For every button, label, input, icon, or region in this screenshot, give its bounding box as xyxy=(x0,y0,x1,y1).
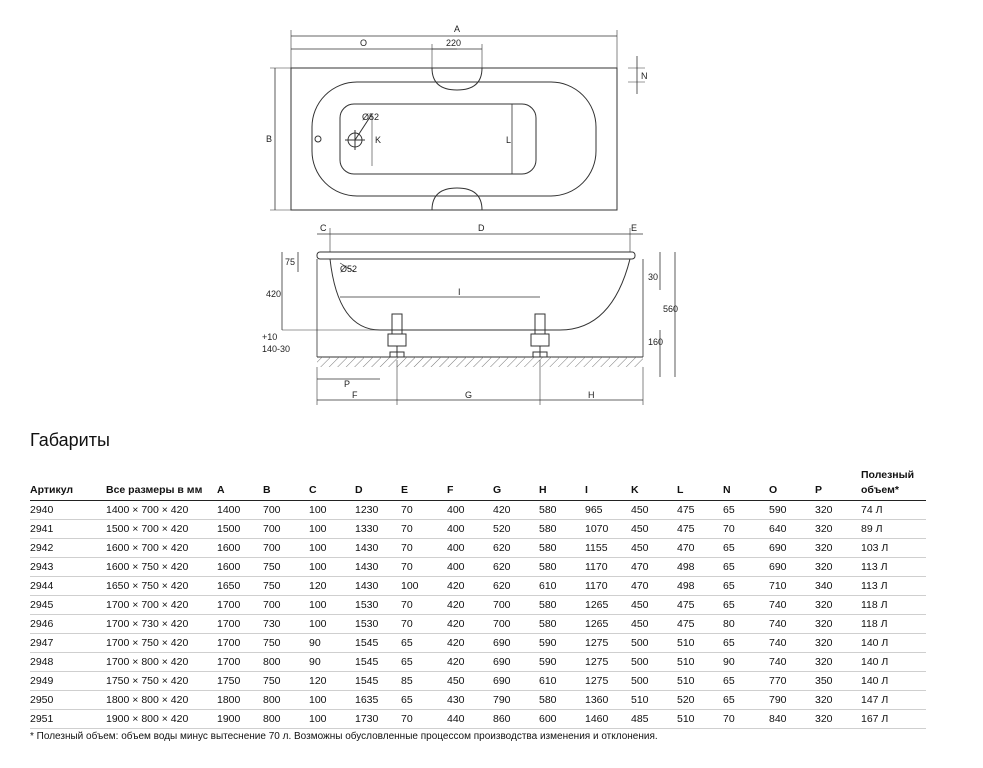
table-cell: 590 xyxy=(539,653,585,672)
floor-hatch xyxy=(317,357,643,367)
label-phi52-top: Ø52 xyxy=(362,112,380,122)
table-cell: 500 xyxy=(631,634,677,653)
table-cell: 100 xyxy=(401,577,447,596)
table-cell: 580 xyxy=(539,615,585,634)
table-cell: 740 xyxy=(769,634,815,653)
label-plus10: +10 xyxy=(262,332,278,342)
table-cell: 475 xyxy=(677,501,723,520)
table-cell: 100 xyxy=(309,520,355,539)
foot-left xyxy=(388,314,406,357)
table-cell: 700 xyxy=(493,615,539,634)
table-cell: 730 xyxy=(263,615,309,634)
column-header: I xyxy=(585,468,631,501)
table-cell: 420 xyxy=(447,653,493,672)
label-K: K xyxy=(375,135,382,145)
overflow-hole xyxy=(315,136,321,142)
table-cell: 2944 xyxy=(30,577,106,596)
table-cell: 2948 xyxy=(30,653,106,672)
table-cell: 1275 xyxy=(585,634,631,653)
label-L: L xyxy=(506,135,512,145)
table-cell: 1635 xyxy=(355,691,401,710)
table-row xyxy=(30,634,926,653)
table-cell: 100 xyxy=(309,691,355,710)
label-D: D xyxy=(478,223,485,233)
table-cell: 700 xyxy=(263,501,309,520)
table-cell: 1330 xyxy=(355,520,401,539)
table-cell: 450 xyxy=(631,501,677,520)
table-cell: 580 xyxy=(539,691,585,710)
label-E: E xyxy=(631,223,638,233)
table-cell: 510 xyxy=(631,691,677,710)
table-cell: 1170 xyxy=(585,577,631,596)
table-cell: 740 xyxy=(769,596,815,615)
column-header: O xyxy=(769,468,815,501)
column-header: Полезный объем* xyxy=(861,468,926,501)
table-cell: 140 Л xyxy=(861,672,926,691)
label-H: H xyxy=(588,390,595,400)
footnote: * Полезный объем: объем воды минус вытеснение 70 л. Возможны обусловленные процессом производства изменения и отклонения. xyxy=(30,731,658,742)
label-560: 560 xyxy=(663,304,679,314)
table-cell: 320 xyxy=(815,539,861,558)
label-420: 420 xyxy=(266,289,282,299)
table-cell: 420 xyxy=(447,615,493,634)
column-header: A xyxy=(217,468,263,501)
table-cell: 1460 xyxy=(585,710,631,729)
table-cell: 400 xyxy=(447,558,493,577)
table-cell: 1700 × 730 × 420 xyxy=(106,615,217,634)
column-header: D xyxy=(355,468,401,501)
table-row xyxy=(30,577,926,596)
table-cell: 420 xyxy=(447,596,493,615)
column-header: G xyxy=(493,468,539,501)
table-cell: 100 xyxy=(309,615,355,634)
table-cell: 690 xyxy=(493,672,539,691)
column-header: H xyxy=(539,468,585,501)
table-cell: 450 xyxy=(447,672,493,691)
table-cell: 470 xyxy=(631,577,677,596)
top-view xyxy=(270,30,645,210)
table-cell: 420 xyxy=(493,501,539,520)
table-cell: 580 xyxy=(539,558,585,577)
table-cell: 320 xyxy=(815,615,861,634)
table-cell: 320 xyxy=(815,558,861,577)
table-cell: 147 Л xyxy=(861,691,926,710)
table-cell: 475 xyxy=(677,596,723,615)
table-cell: 340 xyxy=(815,577,861,596)
table-cell: 485 xyxy=(631,710,677,729)
table-cell: 1700 xyxy=(217,634,263,653)
table-cell: 2949 xyxy=(30,672,106,691)
table-cell: 2941 xyxy=(30,520,106,539)
table-cell: 840 xyxy=(769,710,815,729)
column-header: Все размеры в мм xyxy=(106,468,217,501)
column-header: B xyxy=(263,468,309,501)
table-cell: 1230 xyxy=(355,501,401,520)
table-cell: 2942 xyxy=(30,539,106,558)
table-cell: 113 Л xyxy=(861,577,926,596)
table-cell: 1360 xyxy=(585,691,631,710)
table-cell: 450 xyxy=(631,596,677,615)
table-header-row xyxy=(30,468,926,501)
table-cell: 320 xyxy=(815,520,861,539)
table-cell: 100 xyxy=(309,596,355,615)
table-cell: 580 xyxy=(539,596,585,615)
side-view xyxy=(282,228,675,405)
table-cell: 70 xyxy=(401,710,447,729)
table-cell: 420 xyxy=(447,577,493,596)
table-cell: 85 xyxy=(401,672,447,691)
table-cell: 690 xyxy=(769,558,815,577)
table-cell: 710 xyxy=(769,577,815,596)
table-cell: 140 Л xyxy=(861,653,926,672)
table-cell: 65 xyxy=(723,539,769,558)
table-cell: 450 xyxy=(631,539,677,558)
table-row xyxy=(30,501,926,520)
table-cell: 1650 xyxy=(217,577,263,596)
label-A: A xyxy=(454,24,461,34)
table-cell: 167 Л xyxy=(861,710,926,729)
table-cell: 2945 xyxy=(30,596,106,615)
table-row xyxy=(30,520,926,539)
table-cell: 690 xyxy=(493,653,539,672)
table-cell: 430 xyxy=(447,691,493,710)
table-cell: 1700 × 700 × 420 xyxy=(106,596,217,615)
table-cell: 510 xyxy=(677,634,723,653)
table-row xyxy=(30,596,926,615)
label-G: G xyxy=(465,390,473,400)
table-cell: 1900 xyxy=(217,710,263,729)
table-cell: 103 Л xyxy=(861,539,926,558)
table-cell: 65 xyxy=(723,634,769,653)
table-cell: 70 xyxy=(401,615,447,634)
table-cell: 690 xyxy=(769,539,815,558)
table-cell: 600 xyxy=(539,710,585,729)
table-cell: 520 xyxy=(493,520,539,539)
label-N: N xyxy=(641,71,648,81)
handle-top xyxy=(432,68,482,90)
table-cell: 1600 × 700 × 420 xyxy=(106,539,217,558)
table-cell: 750 xyxy=(263,672,309,691)
table-cell: 90 xyxy=(309,653,355,672)
table-cell: 118 Л xyxy=(861,596,926,615)
table-cell: 1600 × 750 × 420 xyxy=(106,558,217,577)
label-O: O xyxy=(360,38,368,48)
table-cell: 1500 xyxy=(217,520,263,539)
table-cell: 700 xyxy=(263,596,309,615)
table-cell: 500 xyxy=(631,672,677,691)
table-cell: 440 xyxy=(447,710,493,729)
table-cell: 65 xyxy=(723,577,769,596)
table-cell: 320 xyxy=(815,634,861,653)
table-cell: 790 xyxy=(769,691,815,710)
table-cell: 1275 xyxy=(585,672,631,691)
table-cell: 1275 xyxy=(585,653,631,672)
table-cell: 65 xyxy=(723,596,769,615)
table-cell: 65 xyxy=(401,691,447,710)
table-cell: 320 xyxy=(815,653,861,672)
table-cell: 400 xyxy=(447,520,493,539)
table-cell: 1700 xyxy=(217,615,263,634)
table-cell: 640 xyxy=(769,520,815,539)
column-header: N xyxy=(723,468,769,501)
table-row xyxy=(30,558,926,577)
table-cell: 1155 xyxy=(585,539,631,558)
table-cell: 1400 × 700 × 420 xyxy=(106,501,217,520)
table-cell: 118 Л xyxy=(861,615,926,634)
table-cell: 65 xyxy=(723,691,769,710)
table-cell: 90 xyxy=(723,653,769,672)
table-cell: 100 xyxy=(309,710,355,729)
table-row xyxy=(30,615,926,634)
table-cell: 750 xyxy=(263,634,309,653)
table-cell: 100 xyxy=(309,501,355,520)
table-cell: 770 xyxy=(769,672,815,691)
table-cell: 800 xyxy=(263,653,309,672)
table-cell: 1800 xyxy=(217,691,263,710)
label-140-30: 140-30 xyxy=(262,344,291,354)
table-cell: 800 xyxy=(263,710,309,729)
table-cell: 320 xyxy=(815,501,861,520)
table-cell: 500 xyxy=(631,653,677,672)
table-cell: 2940 xyxy=(30,501,106,520)
table-cell: 320 xyxy=(815,710,861,729)
table-cell: 510 xyxy=(677,672,723,691)
table-cell: 620 xyxy=(493,558,539,577)
table-cell: 70 xyxy=(723,710,769,729)
table-cell: 580 xyxy=(539,501,585,520)
table-cell: 450 xyxy=(631,615,677,634)
table-cell: 610 xyxy=(539,672,585,691)
table-cell: 620 xyxy=(493,577,539,596)
label-30: 30 xyxy=(648,272,659,282)
table-cell: 450 xyxy=(631,520,677,539)
table-cell: 2946 xyxy=(30,615,106,634)
label-P: P xyxy=(344,379,351,389)
tub-body-profile xyxy=(330,259,630,330)
column-header: P xyxy=(815,468,861,501)
table-cell: 475 xyxy=(677,520,723,539)
table-cell: 70 xyxy=(401,501,447,520)
table-cell: 1650 × 750 × 420 xyxy=(106,577,217,596)
table-row xyxy=(30,672,926,691)
label-I: I xyxy=(458,287,461,297)
table-cell: 90 xyxy=(309,634,355,653)
table-cell: 70 xyxy=(723,520,769,539)
table-cell: 1545 xyxy=(355,672,401,691)
table-cell: 1800 × 800 × 420 xyxy=(106,691,217,710)
table-cell: 2943 xyxy=(30,558,106,577)
label-160: 160 xyxy=(648,337,664,347)
dimensions-table xyxy=(30,468,926,729)
table-cell: 1700 xyxy=(217,596,263,615)
column-header: Артикул xyxy=(30,468,106,501)
table-cell: 320 xyxy=(815,596,861,615)
table-cell: 113 Л xyxy=(861,558,926,577)
label-B: B xyxy=(266,134,273,144)
top-view-labels xyxy=(266,24,648,145)
table-cell: 1500 × 700 × 420 xyxy=(106,520,217,539)
table-cell: 740 xyxy=(769,653,815,672)
label-C: C xyxy=(320,223,327,233)
table-cell: 1545 xyxy=(355,634,401,653)
table-cell: 620 xyxy=(493,539,539,558)
table-cell: 690 xyxy=(493,634,539,653)
table-cell: 800 xyxy=(263,691,309,710)
table-cell: 140 Л xyxy=(861,634,926,653)
table-cell: 1700 × 800 × 420 xyxy=(106,653,217,672)
table-cell: 610 xyxy=(539,577,585,596)
table-cell: 580 xyxy=(539,520,585,539)
table-cell: 65 xyxy=(401,653,447,672)
table-cell: 510 xyxy=(677,710,723,729)
table-cell: 498 xyxy=(677,558,723,577)
table-cell: 1900 × 800 × 420 xyxy=(106,710,217,729)
table-cell: 510 xyxy=(677,653,723,672)
table-cell: 120 xyxy=(309,672,355,691)
table-cell: 750 xyxy=(263,577,309,596)
table-cell: 965 xyxy=(585,501,631,520)
table-cell: 1265 xyxy=(585,615,631,634)
foot-right xyxy=(531,314,549,357)
table-cell: 860 xyxy=(493,710,539,729)
table-cell: 700 xyxy=(263,520,309,539)
table-cell: 80 xyxy=(723,615,769,634)
section-title: Габариты xyxy=(30,430,110,450)
column-header: K xyxy=(631,468,677,501)
table-cell: 580 xyxy=(539,539,585,558)
table-cell: 520 xyxy=(677,691,723,710)
table-cell: 1545 xyxy=(355,653,401,672)
table-cell: 1750 xyxy=(217,672,263,691)
handle-bottom xyxy=(432,188,482,210)
column-header: E xyxy=(401,468,447,501)
table-cell: 400 xyxy=(447,501,493,520)
column-header: F xyxy=(447,468,493,501)
table-cell: 70 xyxy=(401,520,447,539)
table-cell: 65 xyxy=(723,672,769,691)
table-cell: 1070 xyxy=(585,520,631,539)
table-cell: 1530 xyxy=(355,596,401,615)
table-cell: 590 xyxy=(769,501,815,520)
table-cell: 70 xyxy=(401,539,447,558)
table-cell: 1600 xyxy=(217,558,263,577)
table-cell: 400 xyxy=(447,539,493,558)
table-cell: 74 Л xyxy=(861,501,926,520)
table-row xyxy=(30,710,926,729)
table-row xyxy=(30,691,926,710)
label-75: 75 xyxy=(285,257,296,267)
table-row xyxy=(30,539,926,558)
label-F: F xyxy=(352,390,358,400)
table-cell: 1430 xyxy=(355,558,401,577)
table-cell: 70 xyxy=(401,596,447,615)
table-cell: 1530 xyxy=(355,615,401,634)
table-cell: 70 xyxy=(401,558,447,577)
table-cell: 2951 xyxy=(30,710,106,729)
table-cell: 1400 xyxy=(217,501,263,520)
tub-rim xyxy=(317,252,635,259)
table-cell: 2947 xyxy=(30,634,106,653)
table-cell: 1265 xyxy=(585,596,631,615)
table-cell: 700 xyxy=(263,539,309,558)
table-cell: 65 xyxy=(401,634,447,653)
table-row xyxy=(30,653,926,672)
side-view-labels xyxy=(262,223,678,400)
table-cell: 100 xyxy=(309,558,355,577)
table-cell: 750 xyxy=(263,558,309,577)
table-cell: 1750 × 750 × 420 xyxy=(106,672,217,691)
column-header: C xyxy=(309,468,355,501)
table-cell: 120 xyxy=(309,577,355,596)
label-phi52-side: Ø52 xyxy=(340,264,358,274)
table-cell: 420 xyxy=(447,634,493,653)
table-cell: 2950 xyxy=(30,691,106,710)
table-cell: 790 xyxy=(493,691,539,710)
table-cell: 470 xyxy=(677,539,723,558)
label-220: 220 xyxy=(446,38,462,48)
table-cell: 740 xyxy=(769,615,815,634)
table-cell: 470 xyxy=(631,558,677,577)
table-cell: 320 xyxy=(815,691,861,710)
table-cell: 65 xyxy=(723,558,769,577)
table-cell: 65 xyxy=(723,501,769,520)
table-cell: 89 Л xyxy=(861,520,926,539)
table-cell: 498 xyxy=(677,577,723,596)
table-cell: 1430 xyxy=(355,577,401,596)
table-cell: 590 xyxy=(539,634,585,653)
table-cell: 1730 xyxy=(355,710,401,729)
table-cell: 1700 xyxy=(217,653,263,672)
table-cell: 475 xyxy=(677,615,723,634)
table-cell: 1430 xyxy=(355,539,401,558)
table-cell: 350 xyxy=(815,672,861,691)
table-cell: 1170 xyxy=(585,558,631,577)
table-cell: 1600 xyxy=(217,539,263,558)
table-cell: 100 xyxy=(309,539,355,558)
column-header: L xyxy=(677,468,723,501)
table-cell: 700 xyxy=(493,596,539,615)
table-cell: 1700 × 750 × 420 xyxy=(106,634,217,653)
